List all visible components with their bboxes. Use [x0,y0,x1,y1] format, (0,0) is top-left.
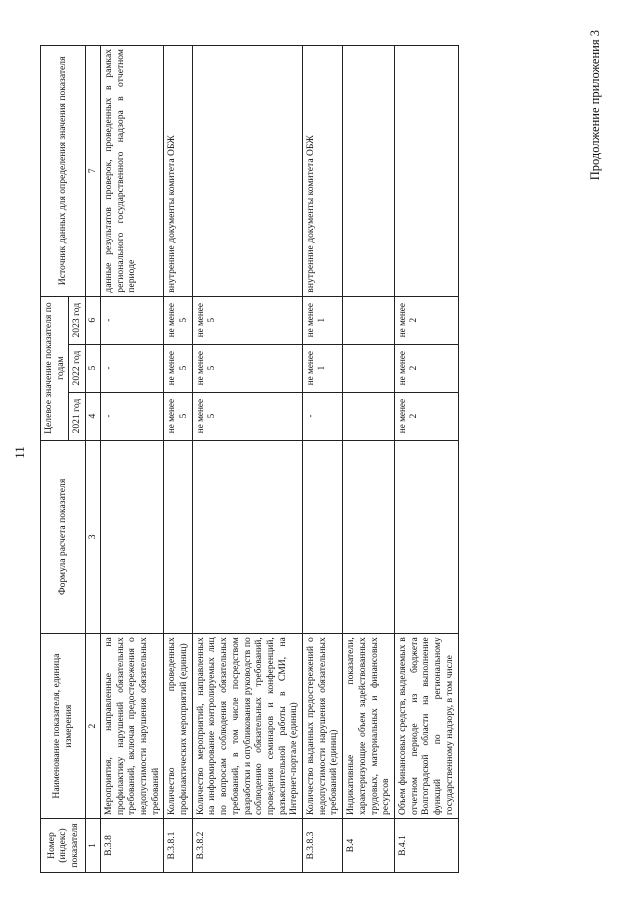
header-2023: 2023 год [69,296,86,344]
row-value-2023: не менее 5 [192,296,302,344]
table-row [303,46,343,873]
row-value-2021: - [303,392,343,440]
row-code: В.3.8 [100,819,164,873]
row-formula [164,440,192,634]
row-value-2022 [343,344,395,392]
row-formula [394,440,458,634]
row-name: Количество проведенных профилактических мероприятий (единиц) [164,634,192,819]
row-value-2021: не менее 5 [164,392,192,440]
row-code: В.3.8.3 [303,819,343,873]
row-value-2023: не менее 5 [164,296,192,344]
table-row [394,46,458,873]
table-row [192,46,302,873]
row-name: Количество выданных предостережений о недопустимости нарушения обязательных требований (единиц) [303,634,343,819]
row-source: данные результатов проверок, проведенных в рамках регионального государственного надзора в отчетном периоде [100,46,164,297]
continuation-note: Продолжение приложения 3 [588,30,602,181]
row-value-2021: не менее 2 [394,392,458,440]
row-value-2021: не менее 5 [192,392,302,440]
row-source [394,46,458,297]
col-number: 2 [86,634,101,819]
header-source: Источник данных для определения значения показателя [41,46,86,297]
row-name: Индикативные показатели, характеризующие объем задействованных трудовых, материальных и финансовых ресурсов [343,634,395,819]
row-value-2021: - [100,392,164,440]
row-source [343,46,395,297]
header-code: Номер (индекс) показателя [41,819,86,873]
col-number: 3 [86,440,101,634]
table-row [343,46,395,873]
row-code: В.4.1 [394,819,458,873]
row-value-2022: не менее 2 [394,344,458,392]
indicators-table [40,45,459,873]
col-number: 6 [86,296,101,344]
page-number: 11 [12,446,27,459]
header-2021: 2021 год [69,392,86,440]
row-source [192,46,302,297]
row-value-2022: не менее 5 [164,344,192,392]
table-row [164,46,192,873]
row-value-2023 [343,296,395,344]
col-number: 4 [86,392,101,440]
row-name: Объем финансовых средств, выделяемых в отчетном периоде из бюджета Волгоградской области на выполнение функций по региональному государственному надзору, в том числе [394,634,458,819]
col-number: 1 [86,819,101,873]
row-value-2021 [343,392,395,440]
header-2022: 2022 год [69,344,86,392]
header-target: Целевое значение показателя по годам [41,296,69,440]
col-number: 7 [86,46,101,297]
row-source: внутренние документы комитета ОБЖ [164,46,192,297]
table-row [100,46,164,873]
row-value-2022: не менее 5 [192,344,302,392]
row-value-2022: - [100,344,164,392]
row-formula [303,440,343,634]
row-value-2023: не менее 1 [303,296,343,344]
header-formula: Формула расчета показателя [41,440,86,634]
row-code: В.4 [343,819,395,873]
row-name: Количество мероприятий, направленных на информирование контролируемых лиц по вопросам соблюдения обязательных требований, в том числе посредством разработки и опубликования руководств по соблюдению обязательных требований, проведения семинаров и конференций, разъяснительной работы в СМИ, на Интернет-портале (единиц) [192,634,302,819]
row-source: внутренние документы комитета ОБЖ [303,46,343,297]
row-formula [192,440,302,634]
row-value-2023: - [100,296,164,344]
col-number: 5 [86,344,101,392]
row-value-2023: не менее 2 [394,296,458,344]
row-code: В.3.8.2 [192,819,302,873]
row-code: В.3.8.1 [164,819,192,873]
header-name: Наименование показателя, единица измерения [41,634,86,819]
row-value-2022: не менее 1 [303,344,343,392]
row-name: Мероприятия, направленные на профилактику нарушений обязательных требований, включая предостережения о недопустимости нарушения обязательных требований [100,634,164,819]
row-formula [100,440,164,634]
row-formula [343,440,395,634]
